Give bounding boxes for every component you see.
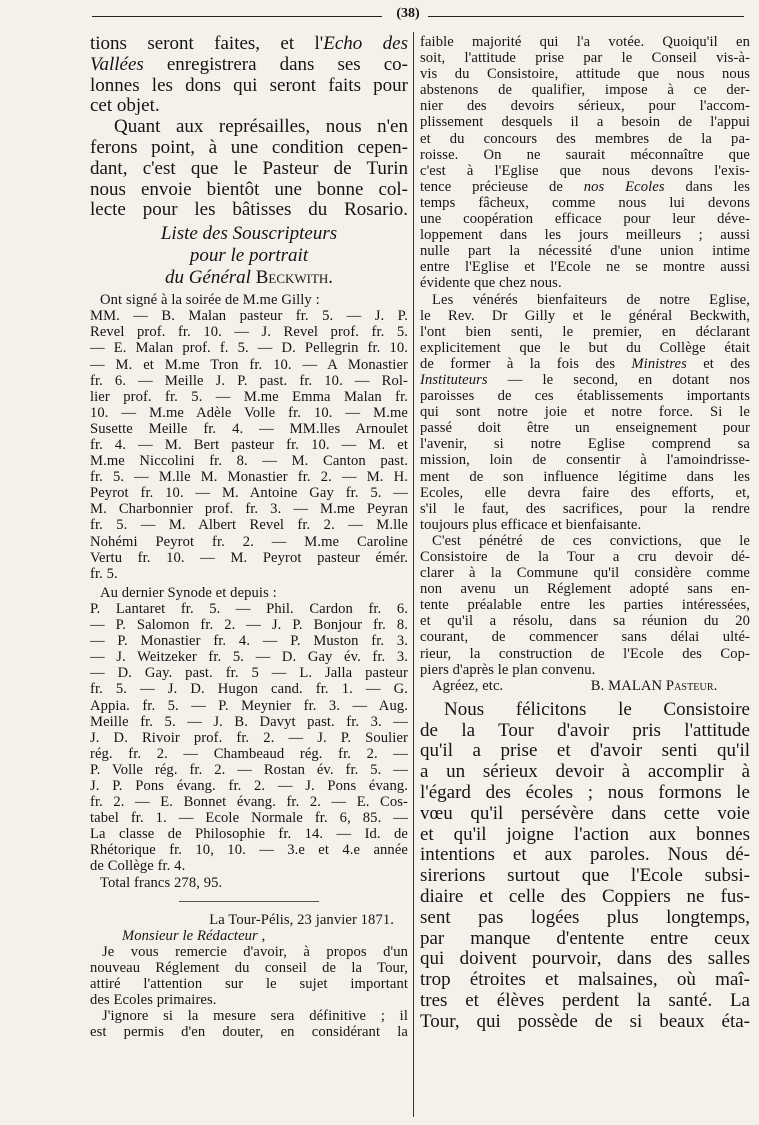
text-line: nous envoie bientôt une bonne col-	[90, 179, 408, 200]
subscriber-line: — D. Gay. past. fr. 5 — L. Jalla pasteur	[90, 665, 408, 682]
editorial-comment	[420, 700, 750, 1033]
letter-line: s'il le faut, des sacrifices, pour la rendre	[420, 500, 750, 517]
closing-line	[420, 678, 750, 694]
letter-line: tence précieuse de nos Ecoles dans les	[420, 178, 750, 195]
subscriber-line: Meille fr. 5. — J. B. Davyt past. fr. 3. —	[90, 713, 408, 730]
text-line: qui doivent pourvoir, dans des salles	[420, 949, 750, 970]
letter-line: faible majorité qui l'a votée. Quoiqu'il en	[420, 34, 750, 50]
subscriber-line: — P. Monastier fr. 4. — P. Muston fr. 3.	[90, 633, 408, 650]
letter-line: nier des devoirs sérieux, pour l'accom-	[420, 98, 750, 115]
letter-line: passé doit être un enseignement pour	[420, 420, 750, 437]
text-line: de la Tour d'avoir pris l'attitude	[420, 720, 750, 741]
header-rule-left	[92, 16, 382, 17]
page-header	[92, 4, 744, 26]
signature: B. MALAN Pasteur.	[590, 677, 718, 694]
letter-line: de former à la fois des Ministres et des	[420, 355, 750, 372]
letter-line: soit, l'attitude prise par le Conseil vis-à-	[420, 50, 750, 67]
subscriber-line: Au dernier Synode et depuis :	[100, 584, 277, 601]
left-column	[90, 34, 408, 1040]
letter-line: mission, loin de consentir à l'amoindrisse-	[420, 452, 750, 469]
letter-line: roisse. On ne saurait méconnaître que	[420, 146, 750, 163]
closing: Agréez, etc.	[432, 677, 504, 694]
text-line: tres et élèves perdent la santé. La	[420, 991, 750, 1011]
list-title-line: du Général Beckwith.	[164, 267, 334, 289]
letter-line: évidente que chez nous.	[420, 275, 562, 292]
letter-line: qui sont notre joie et notre force. Si le	[420, 404, 750, 421]
subscriber-line: J. P. Pons évang. fr. 2. — J. Pons évang.	[90, 777, 408, 794]
subscriber-line: J. D. Rivoir prof. fr. 2. — J. P. Soulier	[90, 729, 408, 746]
text-line: Nous félicitons le Consistoire	[444, 699, 750, 720]
subscriber-line: lier prof. fr. 5. — M.me Emma Malan fr.	[90, 388, 408, 405]
subscriber-line: Revel prof. fr. 10. — J. Revel prof. fr. 5.	[90, 324, 408, 341]
synode-subscribers	[90, 585, 408, 891]
subscriber-line: P. Volle rég. fr. 2. — Rostan év. fr. 5. —	[90, 761, 408, 778]
letter-line: J'ignore si la mesure sera définitive ; il	[102, 1008, 408, 1025]
subscriber-line: — P. Salomon fr. 2. — J. P. Bonjour fr. 8.	[90, 617, 408, 634]
text-line: qu'il a prise et d'avoir senti qu'il	[420, 741, 750, 762]
text-line: par manque d'entente entre ceux	[420, 928, 750, 949]
letter-line: tente préalable entre les parties intéressées,	[420, 597, 750, 614]
letter-line: l'ont bien senti, le premier, en déclarant	[420, 323, 750, 340]
letter-line: temps fâcheux, comme nous lui devons	[420, 194, 750, 211]
letter-line: explicitement que le but du Collège était	[420, 339, 750, 356]
letter-line: Ecoles, elle devra faire des efforts, et,	[420, 484, 750, 501]
text-line: sent pas logées plus longtemps,	[420, 907, 750, 928]
letter-line: C'est pénétré de ces convictions, que le	[432, 532, 750, 549]
letter-line: paroisses de ces établissements importants	[420, 388, 750, 405]
subscriber-line: MM. — B. Malan pasteur fr. 5. — J. P.	[90, 308, 408, 325]
subscriber-line: Appia. fr. 5. — P. Meynier fr. 3. — Aug.	[90, 697, 408, 714]
letter-line: clarer à la Commune qu'il considère comme	[420, 565, 750, 582]
letter-continuation	[420, 34, 750, 292]
letter-line: non avenu un Réglement adopté sans en-	[420, 581, 750, 598]
letter-line: une coopération efficace pour leur déve-	[420, 211, 750, 228]
letter-line: des Ecoles primaires.	[90, 992, 217, 1009]
letter-bienfaiteurs	[420, 292, 750, 533]
letter-line: le Rev. Dr Gilly et le général Beckwith,	[420, 307, 750, 324]
subscriber-line: de Collège fr. 4.	[90, 858, 186, 875]
subscriber-line: fr. 5.	[90, 565, 118, 582]
text-line: lonnes les dons qui seront faits pour	[90, 75, 408, 96]
letter-line: l'avenir, si notre Eglise comprend sa	[420, 436, 750, 453]
list-title-line: Liste des Souscripteurs	[160, 223, 338, 245]
paragraph-collecte	[90, 34, 408, 117]
text-line: Quant aux représailles, nous n'en	[114, 117, 408, 138]
subscriber-line: Susette Meille fr. 4. — MM.lles Arnoulet	[90, 420, 408, 437]
letter-convictions	[420, 533, 750, 694]
subscriber-line: fr. 2. — E. Bonnet évang. fr. 2. — E. Cos-	[90, 794, 408, 811]
text-line: dant, c'est que le Pasteur de Turin	[90, 158, 408, 179]
text-line: trop étroites et malsaines, où maî-	[420, 970, 750, 991]
letter-line: et du concours des membres de la pa-	[420, 130, 750, 147]
text-line: vœu qu'il persévère dans cette voie	[420, 803, 750, 824]
letter-line: loppement dans les jours meilleurs ; aussi	[420, 227, 750, 244]
letter-line: Les vénérés bienfaiteurs de notre Eglise,	[432, 291, 750, 308]
subscriber-line: 10. — M.me Adèle Volle fr. 10. — M.me	[90, 404, 408, 421]
letter-start	[90, 912, 408, 1041]
soiree-subscribers	[90, 292, 408, 582]
subscriber-line: Rhétorique fr. 10, 10. — 3.e et 4.e année	[90, 842, 408, 859]
list-title	[90, 223, 408, 289]
letter-line: Je vous remercie d'avoir, à propos d'un	[102, 943, 408, 960]
header-rule-right	[428, 16, 744, 17]
subscriber-line: rég. fr. 2. — Chambeaud rég. fr. 2. —	[90, 745, 408, 762]
letter-line: piers d'après le plan convenu.	[420, 661, 596, 678]
subscriber-line: Ont signé à la soirée de M.me Gilly :	[100, 292, 320, 309]
text-line: Tour, qui possède de si beaux éta-	[420, 1011, 750, 1032]
subscriber-line: M. Charbonnier prof. fr. 3. — M.me Peyran	[90, 501, 408, 518]
letter-line: et qu'il a résolu, dans sa réunion du 20	[420, 613, 750, 630]
paragraph-represailles	[90, 117, 408, 221]
subscriber-line: fr. 4. — M. Bert pasteur fr. 10. — M. et	[90, 437, 408, 454]
subscriber-line: fr. 6. — Meille J. P. past. fr. 10. — Rol-	[90, 372, 408, 389]
text-line: intentions et aux paroles. Nous dé-	[420, 845, 750, 866]
letter-line: abstenons de qualifier, impose à ce der-	[420, 82, 750, 99]
letter-line: entre l'Eglise et l'Ecole ne se montre aussi	[420, 259, 750, 276]
column-divider	[413, 32, 414, 1117]
text-line: diaire et celle des Coppiers ne fus-	[420, 887, 750, 908]
subscriber-line: M.me Niccolini fr. 8. — M. Canton past.	[90, 453, 408, 470]
subscriber-line: — E. Malan prof. f. 5. — D. Pellegrin fr. 10.	[90, 340, 408, 357]
letter-line: c'est à l'Eglise que nous devons l'exis-	[420, 162, 750, 179]
text-line: tions seront faites, et l'Echo des	[90, 34, 408, 54]
subscriber-line: — M. et M.me Tron fr. 10. — A Monastier	[90, 356, 408, 373]
letter-line: ment de son influence légitime dans les	[420, 468, 750, 485]
subscriber-line: Nohémi Peyrot fr. 2. — M.me Caroline	[90, 533, 408, 550]
text-line: et qu'il joigne l'action aux bonnes	[420, 824, 750, 845]
letter-line: Instituteurs — le second, en dotant nos	[420, 371, 750, 388]
letter-line: rieur, la construction de l'Ecole des Cop-	[420, 645, 750, 662]
subscriber-line: fr. 5. — J. D. Hugon cand. fr. 1. — G.	[90, 681, 408, 698]
text-line: Vallées enregistrera dans ses co-	[90, 54, 408, 75]
letter-line: nulle part la nécessité d'une union intime	[420, 243, 750, 260]
letter-line: courant, de commencer sans délai ulté-	[420, 629, 750, 646]
letter-line: Consistoire de la Tour a cru devoir dé-	[420, 549, 750, 565]
subscriber-line: P. Lantaret fr. 5. — Phil. Cardon fr. 6.	[90, 600, 408, 617]
subscriber-line: fr. 5. — M.lle M. Monastier fr. 2. — M. H.	[90, 469, 408, 486]
subscriber-line: Vertu fr. 10. — M. Peyrot pasteur émér.	[90, 549, 408, 566]
section-separator	[179, 901, 319, 902]
text-line: lecte pour les bâtisses du Rosario.	[90, 200, 408, 221]
subscriber-line: tabel fr. 1. — Ecole Normale fr. 6, 85. —	[90, 810, 408, 827]
text-line: l'égard des écoles ; nous formons le	[420, 783, 750, 804]
subscriber-line: Peyrot fr. 10. — M. Antoine Gay fr. 5. —	[90, 485, 408, 502]
subscriber-line: fr. 5. — M. Albert Revel fr. 2. — M.lle	[90, 517, 408, 534]
letter-line: attiré l'attention sur le sujet important	[90, 976, 408, 993]
letter-line: est permis d'en douter, en considérant la	[90, 1024, 408, 1041]
subscriber-line: La classe de Philosophie fr. 14. — Id. de	[90, 826, 408, 843]
text-line: ferons point, à une condition cepen-	[90, 137, 408, 158]
letter-line: toujours plus efficace et bienfaisante.	[420, 516, 642, 533]
text-line: a un sérieux devoir à accomplir à	[420, 762, 750, 783]
page-number: (38)	[396, 6, 420, 21]
text-line: sirerions surtout que l'Ecole subsi-	[420, 866, 750, 887]
letter-line: nouveau Réglement du conseil de la Tour,	[90, 959, 408, 976]
list-title-line: pour le portrait	[189, 245, 309, 267]
subscriber-line: — J. Weitzeker fr. 5. — D. Gay év. fr. 3.	[90, 649, 408, 666]
letter-line: vis du Consistoire, attitude que nous nous	[420, 66, 750, 83]
salutation: Monsieur le Rédacteur ,	[122, 927, 266, 944]
right-column	[420, 34, 750, 1033]
dateline: La Tour-Pélis, 23 janvier 1871.	[209, 911, 394, 928]
text-line: cet objet.	[90, 96, 160, 117]
total-line: Total francs 278, 95.	[100, 874, 223, 891]
letter-line: plissement desquels il a besoin de l'appui	[420, 114, 750, 131]
